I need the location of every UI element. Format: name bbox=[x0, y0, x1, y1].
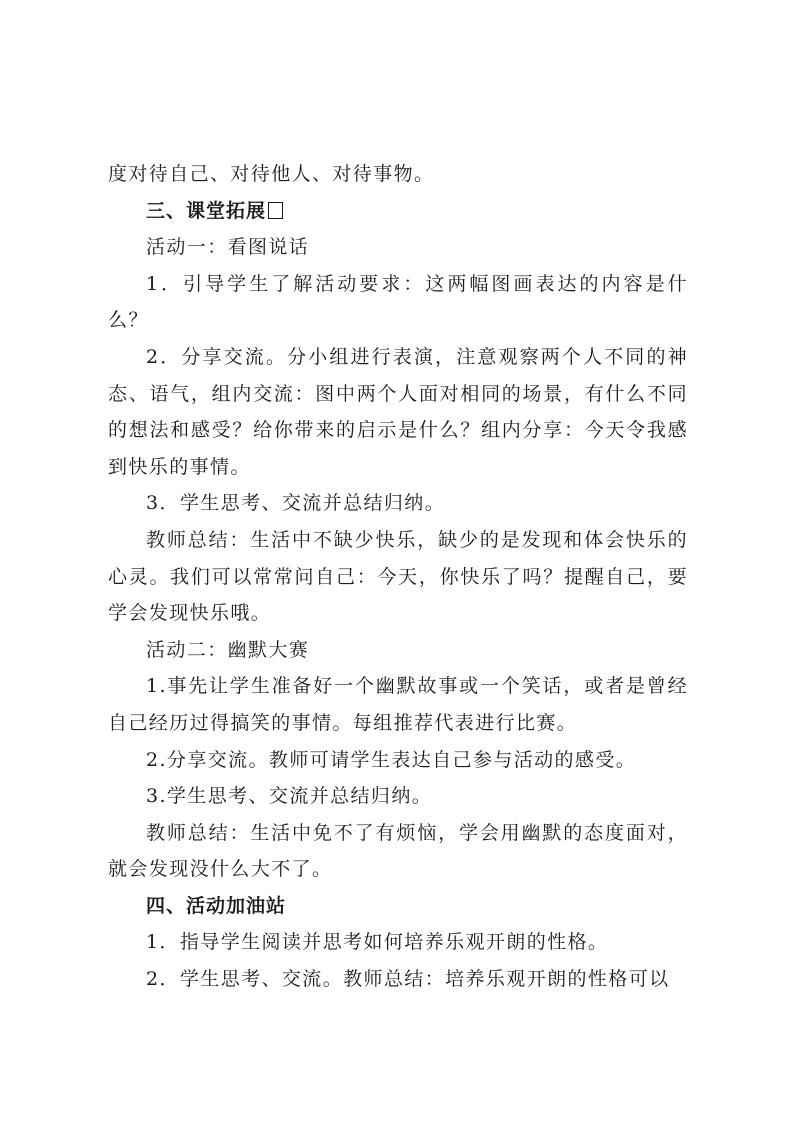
activity-two-teacher-summary: 教师总结：生活中免不了有烦恼，学会用幽默的态度面对，就会发现没什么大不了。 bbox=[108, 821, 688, 881]
activity-station-step-2: 2．学生思考、交流。教师总结：培养乐观开朗的性格可以 bbox=[146, 968, 670, 991]
section-heading-classroom-extension bbox=[108, 193, 688, 230]
activity-one-title: 活动一：看图说话 bbox=[146, 236, 310, 259]
activity-one-step-1: 1．引导学生了解活动要求：这两幅图画表达的内容是什么？ bbox=[108, 272, 688, 332]
activity-two-step-2: 2.分享交流。教师可请学生表达自己参与活动的感受。 bbox=[146, 748, 637, 771]
square-box-icon bbox=[268, 202, 283, 219]
activity-two-title: 活动二：幽默大赛 bbox=[146, 638, 310, 661]
section-heading-activity-station: 四、活动加油站 bbox=[146, 894, 287, 917]
activity-one-step-2: 2．分享交流。分小组进行表演，注意观察两个人不同的神态、语气，组内交流：图中两个人面对相同的场景，有什么不同的想法和感受？给你带来的启示是什么？组内分享：今天令我感到快乐的事情。 bbox=[108, 345, 688, 478]
paragraph-continuation: 度对待自己、对待他人、对待事物。 bbox=[108, 163, 435, 185]
section-heading-text: 三、课堂拓展 bbox=[146, 199, 267, 222]
document-body bbox=[108, 156, 688, 998]
activity-station-step-1: 1．指导学生阅读并思考如何培养乐观开朗的性格。 bbox=[146, 931, 609, 954]
activity-one-teacher-summary: 教师总结：生活中不缺少快乐，缺少的是发现和体会快乐的心灵。我们可以常常问自己：今天，你快乐了吗？提醒自己，要学会发现快乐哦。 bbox=[108, 528, 688, 625]
activity-one-step-3: 3．学生思考、交流并总结归纳。 bbox=[146, 492, 446, 515]
activity-two-step-3: 3.学生思考、交流并总结归纳。 bbox=[146, 785, 433, 808]
activity-two-step-1: 1.事先让学生准备好一个幽默故事或一个笑话，或者是曾经自己经历过得搞笑的事情。每组推荐代表进行比赛。 bbox=[108, 675, 688, 734]
